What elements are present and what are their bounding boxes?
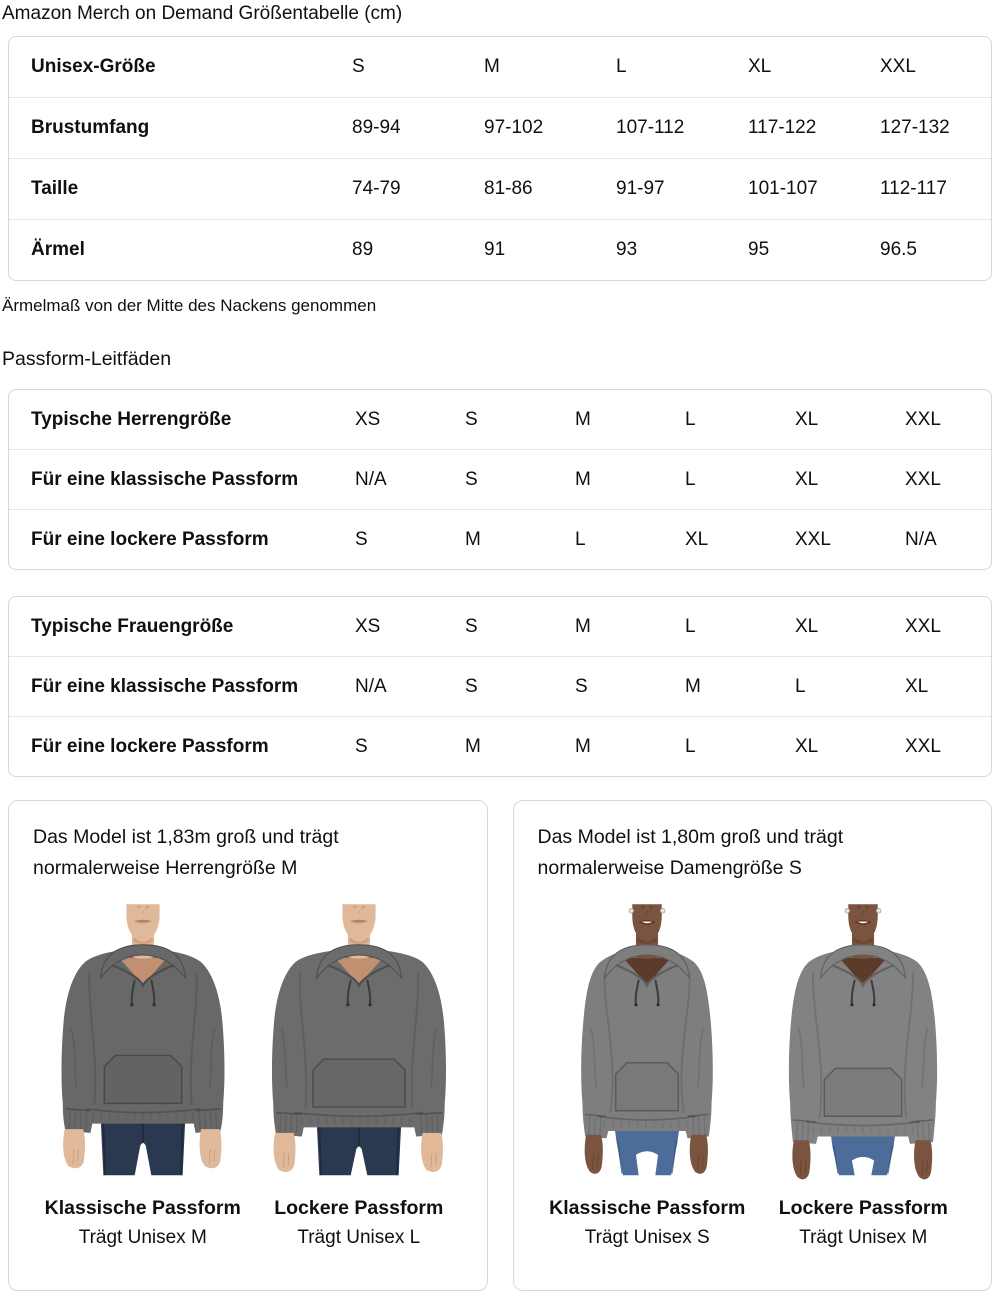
- table-row: [9, 716, 991, 776]
- table-cell: S: [465, 408, 478, 430]
- table-cell: S: [465, 615, 478, 637]
- figure-loose-fit: [755, 891, 971, 1249]
- table-row: [9, 219, 991, 280]
- table-cell: S: [465, 675, 478, 697]
- table-cell: 97-102: [484, 117, 544, 138]
- table-cell: M: [484, 56, 500, 77]
- table-cell: XL: [795, 735, 819, 757]
- model-photo-loose: [757, 891, 969, 1183]
- size-worn-label: Trägt Unisex M: [78, 1227, 207, 1248]
- model-description: Das Model ist 1,83m groß und trägt normalerweise Herrengröße M: [33, 826, 339, 879]
- table-cell: S: [575, 675, 588, 697]
- table-cell: M: [575, 615, 591, 637]
- table-cell: L: [685, 615, 696, 637]
- fit-label: Lockere Passform: [778, 1197, 948, 1219]
- table-cell: L: [685, 468, 696, 490]
- womens-fit-table: [8, 596, 992, 777]
- fit-label: Klassische Passform: [44, 1197, 241, 1219]
- table-cell: XL: [795, 615, 819, 637]
- table-cell: XXL: [880, 56, 916, 77]
- row-label: Unisex-Größe: [31, 56, 156, 77]
- table-cell: 81-86: [484, 178, 533, 199]
- row-label: Ärmel: [31, 239, 85, 260]
- table-cell: L: [795, 675, 806, 697]
- size-worn-label: Trägt Unisex M: [799, 1227, 928, 1248]
- table-cell: M: [465, 528, 481, 550]
- model-figures: [33, 891, 469, 1249]
- table-cell: N/A: [355, 468, 387, 490]
- table-cell: 91-97: [616, 178, 665, 199]
- table-cell: S: [355, 528, 368, 550]
- table-cell: 91: [484, 239, 506, 260]
- figure-loose-fit: [251, 891, 467, 1249]
- table-cell: M: [575, 408, 591, 430]
- row-label: Für eine lockere Passform: [31, 735, 269, 757]
- table-cell: 96.5: [880, 239, 917, 260]
- table-cell: S: [352, 56, 365, 77]
- fit-guides-heading: Passform-Leitfäden: [2, 348, 172, 370]
- model-description: Das Model ist 1,80m groß und trägt normalerweise Damengröße S: [537, 826, 844, 879]
- model-photo-classic: [37, 891, 249, 1183]
- page-title: Amazon Merch on Demand Größentabelle (cm): [2, 3, 403, 24]
- figure-classic-fit: [539, 891, 755, 1249]
- table-cell: S: [465, 468, 478, 490]
- table-cell: XXL: [905, 408, 941, 430]
- table-cell: XS: [355, 408, 381, 430]
- table-cell: M: [685, 675, 701, 697]
- table-cell: L: [575, 528, 586, 550]
- table-cell: 107-112: [616, 117, 685, 138]
- table-cell: M: [575, 468, 591, 490]
- table-cell: XXL: [905, 468, 941, 490]
- row-label: Typische Herrengröße: [31, 408, 232, 430]
- table-cell: XXL: [795, 528, 831, 550]
- table-cell: XL: [905, 675, 929, 697]
- table-cell: N/A: [905, 528, 937, 550]
- table-row: [9, 597, 991, 656]
- model-figures: [538, 891, 974, 1249]
- figure-classic-fit: [35, 891, 251, 1249]
- table-cell: XL: [685, 528, 709, 550]
- table-cell: 127-132: [880, 117, 950, 138]
- table-cell: M: [575, 735, 591, 757]
- row-label: Für eine lockere Passform: [31, 528, 269, 550]
- model-photo-classic: [541, 891, 753, 1183]
- table-cell: 112-117: [880, 178, 947, 199]
- model-cards-row: [8, 800, 992, 1291]
- size-worn-label: Trägt Unisex L: [297, 1227, 421, 1248]
- womens-model-card: [513, 800, 993, 1291]
- unisex-size-table: [8, 36, 992, 281]
- fit-label: Klassische Passform: [549, 1197, 746, 1219]
- table-cell: L: [685, 408, 696, 430]
- table-cell: XL: [795, 408, 819, 430]
- sleeve-measure-footnote: Ärmelmaß von der Mitte des Nackens genommen: [2, 296, 377, 315]
- table-cell: XL: [795, 468, 819, 490]
- table-cell: S: [355, 735, 368, 757]
- table-row: [9, 509, 991, 569]
- table-row: [9, 158, 991, 219]
- table-row: [9, 97, 991, 158]
- table-cell: L: [685, 735, 696, 757]
- table-cell: XXL: [905, 735, 941, 757]
- table-row: [9, 656, 991, 716]
- table-row: [9, 390, 991, 449]
- table-cell: 74-79: [352, 178, 401, 199]
- table-cell: 89-94: [352, 117, 401, 138]
- table-cell: M: [465, 735, 481, 757]
- row-label: Taille: [31, 178, 79, 199]
- size-worn-label: Trägt Unisex S: [584, 1227, 710, 1248]
- row-label: Für eine klassische Passform: [31, 675, 299, 697]
- table-cell: 89: [352, 239, 374, 260]
- table-cell: 117-122: [748, 117, 817, 138]
- table-cell: N/A: [355, 675, 387, 697]
- table-cell: 95: [748, 239, 770, 260]
- fit-label: Lockere Passform: [274, 1197, 444, 1219]
- row-label: Brustumfang: [31, 117, 150, 138]
- model-photo-loose: [253, 891, 465, 1183]
- row-label: Typische Frauengröße: [31, 615, 234, 637]
- table-cell: XXL: [905, 615, 941, 637]
- table-cell: 101-107: [748, 178, 818, 199]
- table-cell: L: [616, 56, 627, 77]
- table-row: [9, 449, 991, 509]
- table-cell: 93: [616, 239, 638, 260]
- mens-model-card: [8, 800, 488, 1291]
- row-label: Für eine klassische Passform: [31, 468, 299, 490]
- mens-fit-table: [8, 389, 992, 570]
- table-cell: XL: [748, 56, 772, 77]
- table-row: [9, 37, 991, 97]
- table-cell: XS: [355, 615, 381, 637]
